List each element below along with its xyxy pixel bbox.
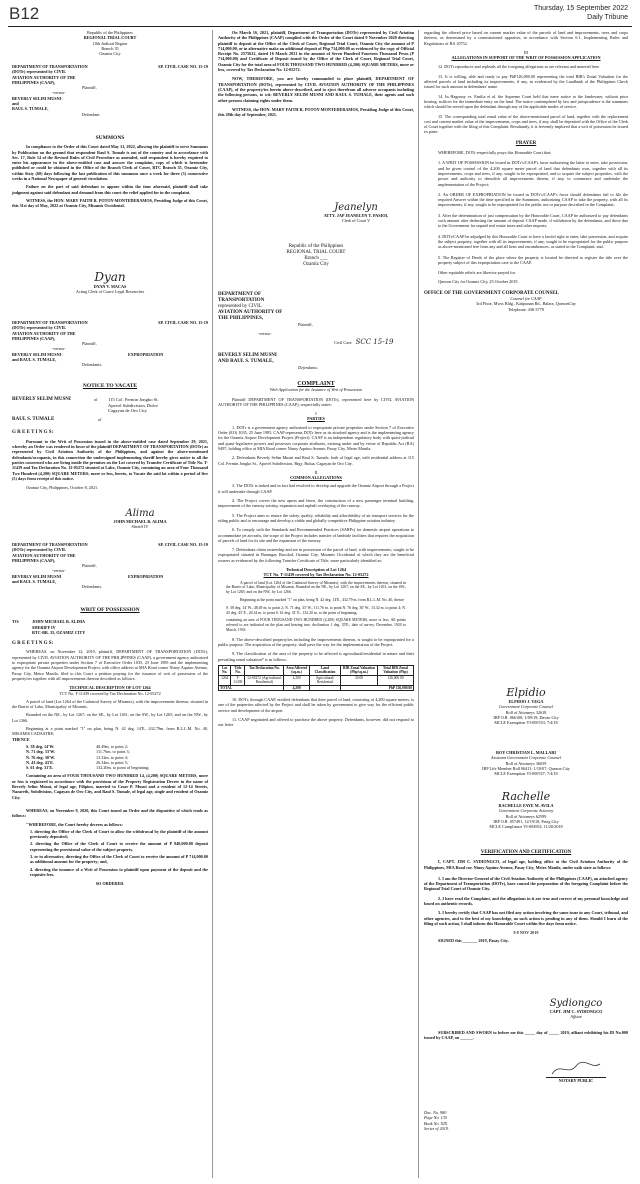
- distance: 111.76m. to point 3;: [96, 749, 130, 755]
- court-line: Republic of the Philippines: [87, 30, 133, 35]
- writ-item: 2. directing the Office of the Clerk of Court to receive the amount of P 840,000.00 deposit representing the provisional value of the subject property.: [30, 841, 208, 852]
- table-header: Area Affected (sq.m.): [284, 665, 310, 675]
- defendant-line: and RAUL S. TUMALE,: [12, 579, 57, 585]
- complaint-paragraph: 7. Defendants claim ownership and are in possession of the parcel of land, with improvements, sought to be expropriated situated in Barangay Bacolod, Ozamiz City, Misamis Occidental of which they are the beneficial owners as evidenced by the following Transfer Certificate of Title, more particularly identified as:: [218, 547, 414, 563]
- versus-label: -versus-: [52, 90, 66, 96]
- signatory-title: Government Corporate Attorney: [498, 808, 554, 814]
- jurat: [424, 1030, 628, 1041]
- complaint-paragraph: 5. The Project aims to ensure the safety, quality, reliability and affordability of air transport services for the riding public and to encourage and develop a viable and globally competitive Philippine aviation industry.: [218, 512, 414, 523]
- signatory-name: ELPIDIO J. VEGA: [508, 699, 544, 704]
- lot-paragraph: A parcel of land (Lot 1264 of the Cadastral Survey of Misamis), with the improvements thereon, situated in the Barrio of Labo, Municipality of Misamis.: [12, 698, 208, 710]
- court-header-2: [218, 244, 414, 268]
- header-date: Thursday, 15 September 2022: [533, 5, 628, 12]
- table-cell: PhP 126,000.00: [341, 685, 414, 690]
- writ-item: 1. directing the Office of the Clerk of Court to allow the withdrawal by the plaintiff of the amount previously deposited;: [30, 828, 208, 840]
- lot-subtitle: TCT No. T-11439 covered by Tax Declaration No. 12-05272: [59, 690, 161, 696]
- case-number: SCC 15-19: [355, 338, 394, 347]
- complaint-paragraph: 15. The corresponding total zonal value of the above-mentioned parcel of land, together with the replacement cost and current market value of the improvements, crops and trees, if any, shall be deposited with the Office of the Clerk of Court together with the filing of this Complaint. Resultantly, it is fervently implored that a writ of possession be issued ex parte.: [424, 113, 628, 135]
- table-header: Title No.: [231, 665, 245, 675]
- party-line: DEPARTMENT OF: [218, 292, 262, 297]
- party-line: PHILIPPINES (CAAP),: [12, 79, 56, 85]
- complaint-paragraph: 9. The classification of the area of the property to be affected is agricultural/residential in nature and their prevailing zonal valuation* is as follows:: [218, 651, 414, 662]
- table-header: Tax Declaration No.: [245, 665, 284, 675]
- notary-signature-line: [546, 1060, 606, 1078]
- notice-paragraph: Pursuant to the Writ of Possession issued in the above-entitled case dated September 29, 2021, whereby an Order was rendered in favor of the plaintiff DEPARTMENT OF TRANSPORTATION (DOTr) as represented by Civil Aviation Authority of the Philippines, and against the above-mentioned defendants/occupants, in this connection the undersigned implementing sheriff hereby gives notice to all the parties concerned who are living inside the premises on the Lot covered by Transfer Certificate of Title No. T-11439 and Tax Declaration No. 12-05272 situated at Labo, Ozamiz City, containing an area of Four Thousand Two Hundred (4,200) SQUARE METERS; more or less, hereto, to Vacate the said lot within a period of five (5) days from receipt of this notice.: [12, 438, 208, 481]
- writ-title: WRIT OF POSSESSION: [80, 607, 140, 613]
- column-3: [424, 30, 628, 1180]
- versus-label: -versus-: [52, 568, 66, 574]
- column-divider: [418, 30, 419, 1178]
- action-type: EXPROPRIATION: [128, 351, 164, 357]
- verification-title: VERIFICATION AND CERTIFICATION: [480, 850, 572, 855]
- addressee-line: SHERIFF IV: [32, 624, 56, 630]
- party-line: DEPARTMENT OF TRANSPORTATION: [12, 320, 88, 325]
- plaintiff-label: Plaintiff,: [82, 563, 97, 569]
- section-number: I: [315, 411, 317, 417]
- signature-image: Sydiongco: [549, 998, 603, 1009]
- lot-paragraph: S. 38 deg. 14' W., 48.49 m. to point 2; N. 71 deg. 33' W., 111.76 m. to point N. 76 deg. 30' W., 13.32 m. to point 4; N. 43 deg. 43' E., 26.34 m. to point S. 61 deg. 31' E., 132.20 m. to the point of beginning;: [226, 605, 406, 615]
- greetings: G R E E T I N G S:: [12, 430, 54, 436]
- case-number: SP. CIVIL CASE NO. 15-19: [158, 542, 208, 547]
- table-header: BIR Zonal Valuation (Php/sq.m.): [341, 665, 378, 675]
- bearing: S. 38 deg. 14'W.: [26, 743, 55, 749]
- party-line: PHILIPPINES (CAAP),: [12, 335, 56, 341]
- defendant-line: BEVERLY SELIM MUSNI: [12, 573, 62, 579]
- counsel-signature-c: [424, 790, 628, 829]
- case-number: SP. CIVIL CASE NO. 15-19: [158, 320, 208, 325]
- writ-paragraph: WHEREAS, on November 12, 2019, plaintiff, DEPARTMENT OF TRANSPORTATION (DOTr), represented by CIVIL AVIATION AUTHORITY OF THE PHILIPPINES (CAAP), a government agency authorized to expropriate private properties under Section 7 of Executive Order 1035, 25 June 1985 and the implementing agency for the Ozamiz Airport Development Project, with office address at MIA Road corner Ninoy Aquino Avenue, Pasay City, Metro Manila, filed to this Court a petition praying for the issuance of writ of possession of the property/ies together with all improvements thereon described as follows:: [12, 649, 208, 681]
- jurat-paragraph: SUBSCRIBED AND SWORN to before me this _____ day of _____ 2019, affiant exhibiting his ID No.000 issued by CAAP, on ______.: [424, 1030, 628, 1041]
- section-title: ALLEGATIONS IN SUPPORT OF THE WRIT OF POSSESSION APPLICATION: [451, 55, 601, 61]
- signatory-title: Acting Clerk of Court/ Legal Researcher: [75, 289, 145, 295]
- defendant-label: Defendants.: [82, 362, 103, 368]
- signatory-detail: Roll of Attorneys 62599: [505, 813, 547, 819]
- signature-image: Jeanelyn: [334, 202, 378, 213]
- notary-block: [424, 1060, 628, 1083]
- signatory-detail: IBP O.R. 057491, 12/19/18, Pasig City: [493, 818, 559, 824]
- court-line: Ozamiz City: [99, 51, 121, 57]
- complaint-paragraph: 10. DOTr, through CAAP, notified defendants that their parcel of land, consisting of 4,200 square meters, is one of the properties affected by the Project and shall be taken by government to give way for the efficient public service and development of the airport.: [218, 697, 414, 713]
- signatory-name: CAPT. JIM C. SYDIONGCO: [549, 1009, 603, 1014]
- complaint-paragraph: 2. Defendants Beverly Selim Musni and Raul S. Tumale, both of legal age, with residential address at 115 Col. Fermin Jongko St., Apovel Subdivision, Brgy. Bulua, Cagayan de Oro City.: [218, 455, 414, 466]
- sheriff-signature: [12, 508, 208, 530]
- doc-ref-line: Book No. XIX: [424, 1120, 448, 1126]
- court-line: REGIONAL TRIAL COURT: [286, 250, 346, 255]
- court-line: Ozamiz City: [303, 262, 329, 267]
- greetings: G R E E T I N G S:: [12, 641, 54, 647]
- signatory-detail: MCLE Compliance VI-004952, 11/20/2018: [489, 824, 563, 830]
- case-number: SP. CIVIL CASE NO. 15-19: [158, 64, 208, 69]
- affiant-signature: [424, 998, 628, 1020]
- versus-label: -versus-: [52, 346, 66, 352]
- column-2: [218, 30, 414, 1180]
- summons-paragraph: WITNESS, the HON. MARY FAITH R. POTOY-MONTEDERAMOS, Presiding Judge of this Court, this 31st day of May, 2022 at Ozamiz City, Misamis Occidental.: [12, 197, 208, 209]
- complaint-paragraph: Plaintiff DEPARTMENT OF TRANSPORTATION (DOTr), represented here by CIVIL AVIATION AUTHORITY OF THE PHILIPPINES (CAAP), respectfully states:: [218, 396, 414, 407]
- signatory-title: Affiant: [570, 1014, 582, 1020]
- caption-3: [12, 542, 208, 590]
- so-ordered: SO ORDERED.: [95, 881, 125, 887]
- party-line: TRANSPORTATION: [218, 298, 265, 303]
- complaint-paragraph: 8. The above-described property/ies including the improvements thereon, is sought to be expropriated for a public purpose. The acquisition of the property, shall pave the way for the implementation of the Project.: [218, 636, 414, 648]
- table-header-row: [219, 665, 414, 675]
- date-stamp: 0 8 NOV 2019: [513, 930, 539, 936]
- addressee-name: RAUL S. TUMALE: [12, 417, 55, 423]
- prayer-list: [424, 160, 628, 265]
- signatory-title: Assistant Government Corporate Counsel: [490, 755, 562, 761]
- table-cell: 4,200: [284, 685, 310, 690]
- lot-title: TECHNICAL DESCRIPTION OF LOT 1264: [69, 685, 151, 691]
- prayer-item: 3. After the determination of just compensation by the Honorable Court, CAAP be authorized to pay defendants such amount after deducting the amount of deposit CAAP made, if withdrawn by the defendants, and those due to the Government for unpaid real estate taxes and other imposts;: [438, 212, 628, 229]
- counsel-signature-a: [424, 686, 628, 725]
- writ-paragraph: NOW, THEREFORE, you are hereby commanded to place plaintiff, DEPARTMENT OF TRANSPORTATION (DOTr), represented by CIVIL AVIATION AUTHORITY OF THE PHILIPPINES (CAAP), of the property/ies herein above-described, and to eject therefrom all adverse occupants including the following persons, to wit: BEVERLY SELIM MUSNI AND RAUL S. TUMALE, their agents and such other persons claiming rights under them.: [218, 76, 414, 103]
- verification-item: 2. I have read the Complaint, and the allegations in it are true and correct of my personal knowledge and based on authentic records.: [424, 895, 628, 907]
- doc-ref-line: Series of 2019.: [424, 1125, 450, 1131]
- defendant-line: and: [12, 101, 19, 107]
- party-line: THE PHILIPPINES,: [218, 316, 264, 321]
- signature-image: Rachelle: [501, 790, 551, 803]
- table-header: Land Classification: [309, 665, 340, 675]
- complaint-paragraph: 11. CAAP negotiated and offered to purchase the above property. Defendants, however, did not respond to our letter: [218, 716, 414, 728]
- zonal-valuation-table: [218, 665, 414, 691]
- prayer-date: Quezon City for Ozamiz City, 25 October 2019.: [438, 279, 519, 285]
- defendant-label: Defendant.: [82, 111, 101, 117]
- prayer-item: 2. An ORDER OF EXPROPRIATION be issued in DOTr's/CAAP's favor should defendants fail to file the required Answer within the time specified in the Summons, authorizing CAAP to take the property, with all its improvements, if any, sought to be expropriated for the public use or purpose described in the Complaint;: [438, 191, 628, 208]
- signatory-name: JOHN MICHAEL B. ALIMA: [113, 519, 167, 524]
- header-paper: Daily Tribune: [587, 14, 628, 21]
- complaint-paragraph: regarding the offered price based on current market value of the parcels of land and improvements, trees and crops thereon, as determined by a commissioned appraiser, in accordance with Section 6.1, Implementing Rules and Regulations of RA 10752.: [424, 30, 628, 46]
- complaint-paragraph: 1. DOTr is a government agency authorized to expropriate private properties under Section 7 of Executive Order (EO) 1035, 25 June 1985. CAAP represents DOTr here as its attached agency and is the implementing agency for the Ozamiz Airport Development Project (Project). CAAP is an independent regulatory body with quasi-judicial and quasi-legislative powers and possesses corporate attributes, existing under and by virtue of Republic Act (RA) 9497, holding office at MIA Road corner Ninoy Aquino Avenue, Pasay City, Metro Manila.: [218, 424, 414, 451]
- defendant-label: Defendants.: [82, 584, 103, 590]
- writ-of-possession: [12, 608, 208, 886]
- defendant-line: BEVERLY SELIM MUSNI: [12, 351, 62, 357]
- writ-item: 3. or in alternative, directing the Office of the Clerk of Court to receive the amount of P 714,000.00 as additional amount for the property; and,: [30, 853, 208, 865]
- signatory-name: ATTY. JAP JEANELYN T. PASIOL: [323, 213, 389, 218]
- verification: [424, 850, 628, 943]
- signatory-name: ROY CHRISTIAN L. MALLARI: [495, 750, 557, 755]
- signatory-name: RACHELLE FAYE M. AVILA: [498, 803, 554, 808]
- court-line: 10th Judicial Region: [92, 40, 128, 46]
- column-divider: [212, 30, 213, 1178]
- table-cell: 1264: [219, 675, 231, 685]
- lot-paragraph: A parcel of land (Lot 1264 of the Cadastral Survey of Misamis), with the improvements thereon, situated in the Barrio of Labo, Municipality of Misamis. Bounded on the NE., by Lot 1267; on the SE., by Lot 1261, on the SW., by Lot 1265; and on the NW., by Lot 1266.: [226, 580, 406, 595]
- counsel-office: OFFICE OF THE GOVERNMENT CORPORATE COUNSEL: [424, 290, 559, 296]
- page-number: B12: [9, 4, 40, 23]
- bearing: N. 71 deg. 33'W.: [26, 749, 55, 755]
- signature-block-1: [12, 270, 208, 295]
- verification-paragraph: I, CAPT. JIM C. SYDIONGCO, of legal age, holding office at the Civil Aviation Authority of the Philippines, MIA Road cor. Ninoy Aquino Avenue, Pasay City, Metro Manila, under oath state as follows:: [424, 859, 628, 870]
- lot-paragraph: Containing an area of FOUR THOUSAND TWO HUNDRED 14, (4,200) SQUARE METERS, more or less is registered in accordance with the provisions of the Property Registration Decree in the name of Beverly Selim Musni, of legal age, Filipino, married to Cesar P. Musni and a resident of 12-14 Streets, Nazareth, Subdivision, Cagayan de Oro City, and Raul S. Tumale, of legal age, single and resident of Ozamiz City.: [12, 773, 208, 800]
- plaintiff-label: Plaintiff,: [82, 341, 97, 347]
- section-number: II: [314, 469, 318, 475]
- party-line: AVIATION AUTHORITY OF THE: [12, 74, 76, 80]
- table-cell: 126,000.00: [378, 675, 414, 685]
- caption-1: [12, 64, 208, 117]
- party-line: AVIATION AUTHORITY OF: [218, 310, 283, 315]
- complaint-paragraph: 3. The DOTr is tasked and in fact had resolved to develop and upgrade the Ozamiz Airport through a Project it will undertake through CAAP.: [218, 483, 414, 494]
- party-line: AVIATION AUTHORITY OF THE: [12, 552, 76, 558]
- lot-paragraph: containing an area of FOUR THOUSAND TWO HUNDRED (4,200) SQUARE METERS, more or less. All points referred to are indicated on the plan and bearing true, declination 1 deg. 35'E., date of survey, December, 1920 to March, 1933.: [226, 618, 406, 632]
- party-line: (DOTr) represented by CIVIL: [12, 325, 67, 331]
- lot-paragraph: Beginning at the point marked "1" on plan, being N. 42 deg. 14'E., 432.79 m. from B.L.L.M. No. 40, thence: [240, 598, 405, 602]
- signature-image: Alima: [125, 508, 155, 519]
- counsel-signature-b: [424, 750, 628, 776]
- defendant-label: Defendants.: [298, 365, 319, 371]
- notary-label: NOTARY PUBLIC: [558, 1078, 594, 1083]
- signed-line: SIGNED this _______ 2019, Pasay City.: [438, 937, 509, 943]
- party-line: DEPARTMENT OF TRANSPORTATION: [12, 64, 88, 69]
- table-cell: 4,200: [284, 675, 310, 685]
- bearing: N. 43 deg. 43'E.: [26, 759, 54, 765]
- lot-paragraph: Beginning at a point marked "1" on plan, being N. 42 deg. 14'E., 432.79m. from B.L.L.M. No. 40, MISAMIS CADASTRE;: [12, 726, 208, 737]
- signatory-detail: MCLE Exemption VI-000743; 7/4/18: [494, 720, 558, 726]
- complaint-paragraph: 4. The Project covers the new apron and fence, the construction of a new passenger terminal building, improvement of the runway airstrip, expansion and asphalt overlaying of the runway.: [218, 498, 414, 509]
- complaint-title: COMPLAINT: [297, 381, 335, 387]
- summons-paragraph: Failure on the part of said defendant to appear within the time aforesaid, plaintiff shall take judgment against said defendant and demand from this court the relief applied for in the complaint.: [12, 184, 208, 195]
- defendant-line: RAUL S. TUMALE,: [12, 106, 49, 112]
- defendant-line: BEVERLY SELIM MUSNI: [12, 95, 62, 101]
- table-cell: TOTAL: [219, 685, 284, 690]
- notice-title: NOTICE TO VACATE: [82, 383, 138, 389]
- addressee-address: 115 Col. Fermin Jongko St. Apovel Subdivision, Dulce Cagayan de Oro City: [108, 397, 159, 413]
- counsel-address: 3rd Floor, Mwss Bldg., Katipunan Rd., Balara, QuezonCity: [476, 301, 576, 307]
- writ-paragraph: WHEREAS, on November 9, 2020, this Court issued an Order and the dispositive of which reads as follows:: [12, 807, 208, 819]
- complaint-subtitle: With Application for the Issuance of Writ of Possession: [269, 387, 363, 393]
- writ-paragraph: On March 16, 2021, plaintiff, Department of Transportation (DOTr) represented by Civil Aviation Authority of the Philippines (CAAP) complied with the Order of the Court dated 9 November 2020 directing plaintiff to deposit at the Office of the Clerk of Court, Regional Trial Court, Ozamiz City the amount of P 714,000.00, or in alternative make an additional deposit of Php 714,000.00 as evidenced by the copy of Official Receipt No. 2575622, dated 16 March 2021 in the amount of Seven Hundred Fourteen Thousand Pesos (P 714,000.00) and Certificate of Deposit issued by the Office of the Clerk of Court, Regional Trial Court, Ozamiz City for the total area of FOUR THOUSAND TWO HUNDRED (4,200) SQUARE METERS, more or less, covered by Tax Declaration No. 12-05272.: [218, 30, 414, 73]
- column-1: [12, 30, 208, 1180]
- counsel-subtitle: Counsel for CAAP: [510, 295, 542, 301]
- doc-refs: [424, 1110, 628, 1131]
- section-number: III: [523, 49, 529, 55]
- plaintiff-label: Plaintiff,: [82, 85, 97, 91]
- table-cell: 12-05272 (Agricultural, Residential): [245, 675, 284, 685]
- doc-ref-line: Doc. No. 980: [424, 1110, 447, 1115]
- prayer-item: 1. A WRIT OF POSSESSION be issued in DOTr's/CAAP's favor authorizing the latter to enter, take possession, and be given control of the 4,200 square meter parcel of land that defendants own, together with all its improvements, crops and trees, if any, sought to be expropriated, and to acquire the subject properties, with the power and authority to demolish all improvements therein, if any, to commence and undertake the implementation of the Project;: [438, 160, 628, 187]
- complaint-paragraph: 6. To comply with the Standards and Recommended Practices (SARPs) for domestic airport operations to accommodate jet aircrafts, the scope of the Project includes transfer of landside facilities that requires the acquisition of parcels of land for its site and the expansion of the runway.: [218, 527, 414, 543]
- court-line: Branch 35: [101, 45, 119, 51]
- case-label: Civil Case: [334, 340, 352, 346]
- distance: 26.34m. to point 5;: [96, 759, 128, 765]
- signatory-title: Sheriff IV: [131, 524, 149, 530]
- signatory-title: Clerk of Court V: [341, 218, 371, 224]
- prayer-intro: WHEREFORE, DOTr respectfully prays this Honorable Court that:: [438, 150, 552, 156]
- signatory-detail: IBP O.R. 066100; 1/09/19; Davao City: [493, 714, 559, 720]
- addressee-line: JOHN MICHAEL B. ALIMA: [32, 619, 86, 625]
- signatory-detail: Roll of Attorneys 36039: [505, 760, 547, 766]
- writ-paragraph: WITNESS, the HON. MARY FAITH R. POTOY-MONTEDERAMOS, Presiding Judge of this Court, this 28th day of September, 2021.: [218, 106, 414, 118]
- bearings-list: [12, 744, 208, 770]
- thence-label: THENCE: [12, 736, 30, 742]
- bearing: S. 61 deg. 31'E.: [26, 765, 54, 771]
- table-row: [219, 675, 414, 685]
- clerk-signature: [218, 202, 414, 224]
- to-label: TO:: [12, 619, 20, 625]
- summons-title: SUMMONS: [95, 135, 125, 141]
- signatory-detail: IBP Life Member Roll 06411; 1/10/07; Quezon City: [482, 765, 570, 771]
- prayer-title: PRAYER: [515, 140, 537, 146]
- addressee-line: RTC-BR. 35, OZAMIZ CITY: [32, 629, 86, 635]
- table-total-row: [219, 685, 414, 690]
- defendant-line: and RAUL S. TUMALE,: [12, 357, 57, 363]
- notary-signature-image: [546, 1060, 606, 1078]
- complaint: [218, 382, 414, 727]
- prayer-item: 4. DOTr/CAAP be adjudged by this Honorable Court to have a lawful right to enter, take possession, and acquire the subject property, together with all its improvements, if any, sought to be expropriated for the public purpose as above-mentioned free from any and all liens and encumbrances, as stated in the Complaint; and,: [438, 233, 628, 250]
- of-label: of: [98, 417, 102, 423]
- signature-image: Dyan: [94, 270, 126, 284]
- prayer-other: Other equitable reliefs are likewise prayed for.: [438, 270, 516, 276]
- lot-title: Technical Description of Lot 1264: [285, 567, 347, 573]
- defendant-line: BEVERLY SELIM MUSNI: [218, 353, 277, 359]
- defendant-line: AND RAUL S. TUMALE,: [218, 359, 274, 365]
- lot-paragraph: Bounded on the NE., by Lot 1267; on the SE., by Lot 1261, on the SW., by Lot 1265; and on the NW., by Lot 1266.: [12, 712, 208, 723]
- lot-subtitle: TCT No. T-11439 covered by Tax Declaration No. 12-05272: [263, 572, 369, 578]
- versus-label: -versus-: [258, 331, 272, 337]
- section-title: COMMON ALLEGATIONS: [290, 475, 342, 481]
- court-line: REGIONAL TRIAL COURT: [83, 35, 137, 41]
- of-label: of: [94, 397, 98, 403]
- plaintiff-label: Plaintiff,: [298, 322, 313, 327]
- table-cell: Agricultural/ Residential: [309, 675, 340, 685]
- counsel-phone: Telephone: 436-3778: [508, 306, 544, 312]
- verification-item: 3. I hereby certify that CAAP has not filed any action involving the same issue in any Court, tribunal, and other agencies, and to the best of my knowledge, no such action is pending in any of them. Should I learn of the filing of such action, I shall inform this Honorable Court within five days from notice.: [424, 910, 628, 926]
- court-header-1: [12, 30, 208, 56]
- complaint-paragraph: 14. In Hagonoy vs. Emilia et al. the Supreme Court held that mere notice to the landowner, without prior hearing, suffices for the immediate entry on the land. The notice contemplated by law and jurisprudence is the summons which should be served upon the defendant through any of the applicable modes of service.: [424, 93, 628, 110]
- section-title: PARTIES: [307, 416, 325, 422]
- caption-4: [218, 292, 414, 371]
- notice-to-vacate: [12, 384, 208, 490]
- court-line: Republic of the Philippines: [288, 244, 344, 249]
- writ-item: 4. directing the issuance of a Writ of Possession to plaintiff upon payment of the deposit and the requisite fees.: [30, 866, 208, 877]
- party-line: DEPARTMENT OF TRANSPORTATION: [12, 542, 88, 547]
- writ-items: [12, 829, 208, 877]
- caption-2: [12, 320, 208, 368]
- signature-image: Elpidio: [506, 686, 546, 699]
- table-cell: 30.00: [341, 675, 378, 685]
- verification-item: 1. I am the Director-General of the Civil Aviation Authority of the Philippines (CAAP), an attached agency of the Department of Transportation (DOTr), have caused the preparation of the foregoing Complaint before the Regional Trial Court of Ozamiz City.: [424, 875, 628, 892]
- bearing: N. 76 deg. 30'W.: [26, 754, 55, 760]
- prayer-item: 5. The Register of Deeds of the place where the property is located be directed to register the title over the property subject of this expropriation case to the CAAP.: [438, 254, 628, 265]
- signatory-name: DYAN V. MACAS: [93, 284, 127, 289]
- writ-quote: "WHEREFORE, the Court hereby decrees as follows:: [26, 821, 123, 827]
- addressee-name: BEVERLY SELIM MUSNI: [12, 397, 71, 403]
- table-header: Total BIR Zonal Valuation (Php): [378, 665, 414, 675]
- doc-ref-line: Page No. 135: [424, 1115, 447, 1121]
- table-cell: T-11439: [231, 675, 245, 685]
- header-rule: [8, 26, 632, 27]
- summons: [12, 136, 208, 209]
- distance: 132.20m. to point of beginning;: [96, 765, 150, 771]
- signatory-detail: Roll of Attorneys 32618: [505, 709, 547, 715]
- party-line: (DOTr) represented by CIVIL: [12, 547, 67, 553]
- complaint-paragraph: 13. It is willing, able and ready to pay PhP126,000.00 representing the total BIR's Zonal Valuation for the affected parcels of land including its improvements, if any, as evidenced by the Landbank of the Philippines Check issued for such amount in defendants' name.: [424, 73, 628, 90]
- distance: 13.32m. to point 4;: [96, 754, 128, 760]
- complaint-paragraph: 12. DOTr reproduces and repleads all the foregoing allegations as are relevant and material here.: [438, 64, 600, 70]
- action-type: EXPROPRIATION: [128, 573, 164, 579]
- table-header: Lot No.: [219, 665, 231, 675]
- court-line: Branch ___: [304, 256, 328, 261]
- summons-paragraph: In compliance to the Order of this Court dated May 31, 2022, allowing the plaintiff to serve Summons by Publication on the ground that respondent Raul S. Tumale is out of the country and to accordance with Sec. 17, Rule 14 of the Revised Rules of Civil Procedure as amended, said respondent is hereby required to enter his appearance in the above-entitled case and answer the complaint, copy of which is hereunder published or could be obtained in the Office of the Branch Clerk of Court, RTC Branch 35, Ozamiz City, within Sixty (60) days following the last publication of this summons once a week for three (3) consecutive weeks in a National Newspaper of general circulation.: [12, 144, 208, 182]
- notice-date: Ozamiz City, Philippines, October 8, 2021.: [26, 485, 99, 491]
- signatory-detail: MCLE Exemption VI-000747; 7/4/18: [494, 771, 558, 777]
- signatory-title: Government Corporate Counsel: [499, 704, 553, 710]
- party-line: PHILIPPINES (CAAP),: [12, 557, 56, 563]
- party-line: AVIATION AUTHORITY OF THE: [12, 330, 76, 336]
- party-line: represented by CIVIL: [218, 304, 262, 309]
- distance: 48.49m. to point 2;: [96, 743, 128, 749]
- party-line: (DOTr) represented by CIVIL: [12, 69, 67, 75]
